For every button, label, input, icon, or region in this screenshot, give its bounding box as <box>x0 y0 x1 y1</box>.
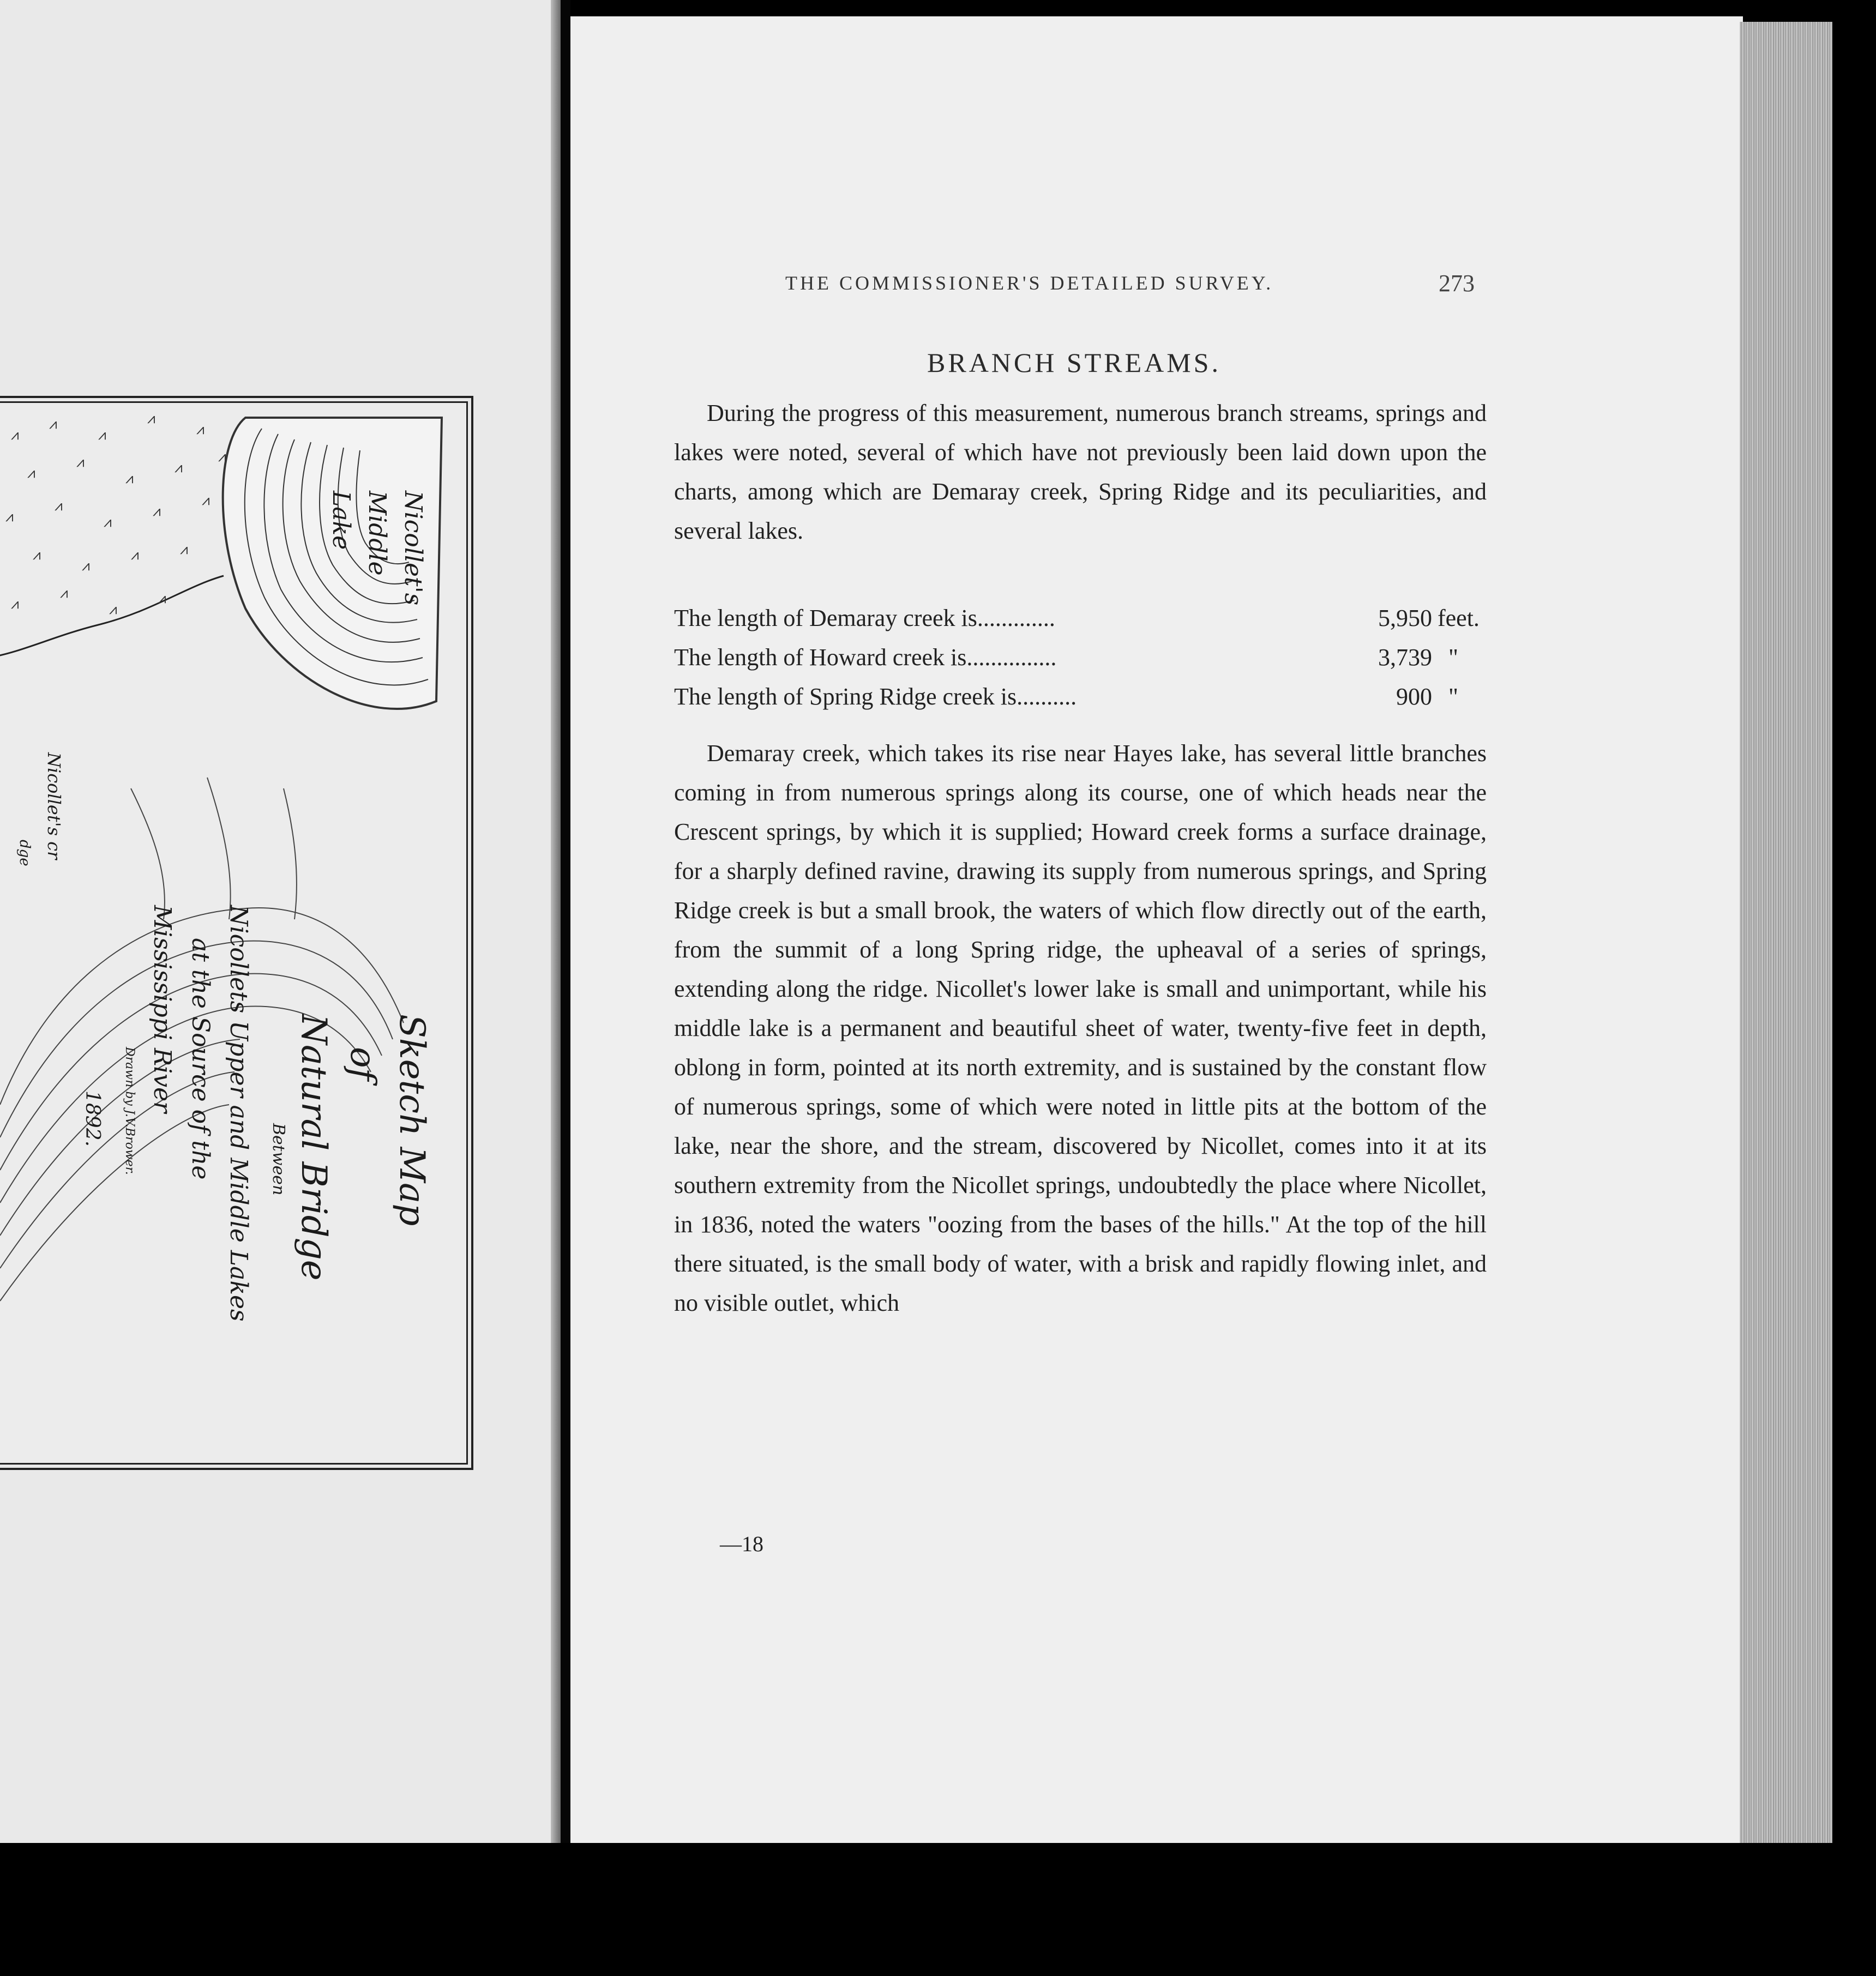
map-year: 1892. <box>81 1091 104 1147</box>
svg-text:⩘: ⩘ <box>11 596 19 612</box>
intro-paragraph: During the progress of this measurement, numerous branch streams, springs and lakes were noted, several of which have not previously been laid down upon the charts, among which are Demaray creek, Spring Ridge and its peculiarities, and several lakes. <box>674 400 1487 544</box>
map-subtitle: Nicollets Upper and Middle Lakes at the Source of the Mississippi River <box>148 905 252 1322</box>
creek-label: The length of Spring Ridge creek is.......... <box>674 683 1077 710</box>
body-paragraph: Demaray creek, which takes its rise near Hayes lake, has several little branches coming in from numerous springs along its course, one of which heads near the Crescent springs, by which it is supplied; Howard creek forms a surface drainage, for a sharply defined ravine, drawing its supply from numerous springs, and Spring Ridge creek is but a small brook, the waters of which flow directly out of the earth, from the summit of a long Spring ridge, the upheaval of a series of springs, extending along the ridge. Nicollet's lower lake is small and unimportant, while his middle lake is a permanent and beautiful sheet of water, twenty-five feet in depth, oblong in form, pointed at its north extremity, and is sustained by the constant flow of numerous springs, some of which were noted in little pits at the bottom of the lake, near the shore, and the stream, discovered by Nicollet, comes into it at its southern extremity from the Nicollet springs, undoubtedly the place where Nicollet, in 1836, noted the waters "oozing from the bases of the hills." At the top of the hill there situated, is the small body of water, with a brisk and rapidly flowing inlet, and no visible outlet, which <box>674 740 1487 1316</box>
svg-text:⩘: ⩘ <box>109 601 117 618</box>
creek-label: The length of Demaray creek is............. <box>674 605 1055 631</box>
creek-row <box>674 643 1487 683</box>
svg-text:⩘: ⩘ <box>55 498 63 514</box>
svg-text:⩘: ⩘ <box>104 514 112 531</box>
svg-text:⩘: ⩘ <box>175 460 183 476</box>
page-edges <box>1740 22 1832 1848</box>
map-between-label: Between <box>269 1123 288 1196</box>
creek-value: 5,950 <box>1378 605 1432 631</box>
map-title: Sketch Map of Natural Bridge <box>293 1014 432 1281</box>
creek-row <box>674 683 1487 722</box>
left-page-edge <box>551 0 561 1843</box>
svg-text:⩘: ⩘ <box>49 416 57 432</box>
running-head: THE COMMISSIONER'S DETAILED SURVEY. <box>785 272 1274 294</box>
svg-text:⩘: ⩘ <box>158 591 166 607</box>
signature-mark: —18 <box>720 1532 763 1556</box>
svg-text:⩘: ⩘ <box>218 449 226 465</box>
creek-label: The length of Howard creek is............... <box>674 644 1057 671</box>
svg-text:⩘: ⩘ <box>98 427 106 443</box>
map-ridge-label: dge <box>16 840 33 866</box>
section-title: BRANCH STREAMS. <box>927 347 1221 378</box>
svg-text:⩘: ⩘ <box>131 547 139 563</box>
scan-background <box>0 1843 1876 1976</box>
map-creek-label: Nicollet's cr <box>44 752 64 860</box>
svg-text:⩘: ⩘ <box>82 558 90 574</box>
map-lake-label: Nicollet's Middle Lake <box>327 491 427 606</box>
svg-text:⩘: ⩘ <box>60 585 68 601</box>
creek-value: 900 <box>1396 683 1432 710</box>
page-number: 273 <box>1439 270 1475 297</box>
svg-text:⩘: ⩘ <box>153 503 161 520</box>
svg-text:⩘: ⩘ <box>147 411 155 427</box>
svg-text:⩘: ⩘ <box>202 492 210 509</box>
creek-row <box>674 604 1487 643</box>
book-spine <box>561 0 570 1976</box>
creek-unit: " <box>1448 683 1458 710</box>
svg-text:⩘: ⩘ <box>196 421 205 438</box>
svg-text:⩘: ⩘ <box>5 509 14 525</box>
creek-length-table <box>674 604 1487 722</box>
svg-text:⩘: ⩘ <box>27 465 35 481</box>
map-credit: Drawn by J.V.Brower. <box>123 1047 136 1175</box>
svg-text:⩘: ⩘ <box>180 541 188 558</box>
svg-text:⩘: ⩘ <box>125 471 134 487</box>
creek-unit: feet. <box>1438 605 1480 631</box>
creek-unit: " <box>1448 644 1458 671</box>
creek-value: 3,739 <box>1378 644 1432 671</box>
svg-text:⩘: ⩘ <box>11 427 19 443</box>
svg-text:⩘: ⩘ <box>76 454 85 471</box>
svg-text:⩘: ⩘ <box>33 547 41 563</box>
